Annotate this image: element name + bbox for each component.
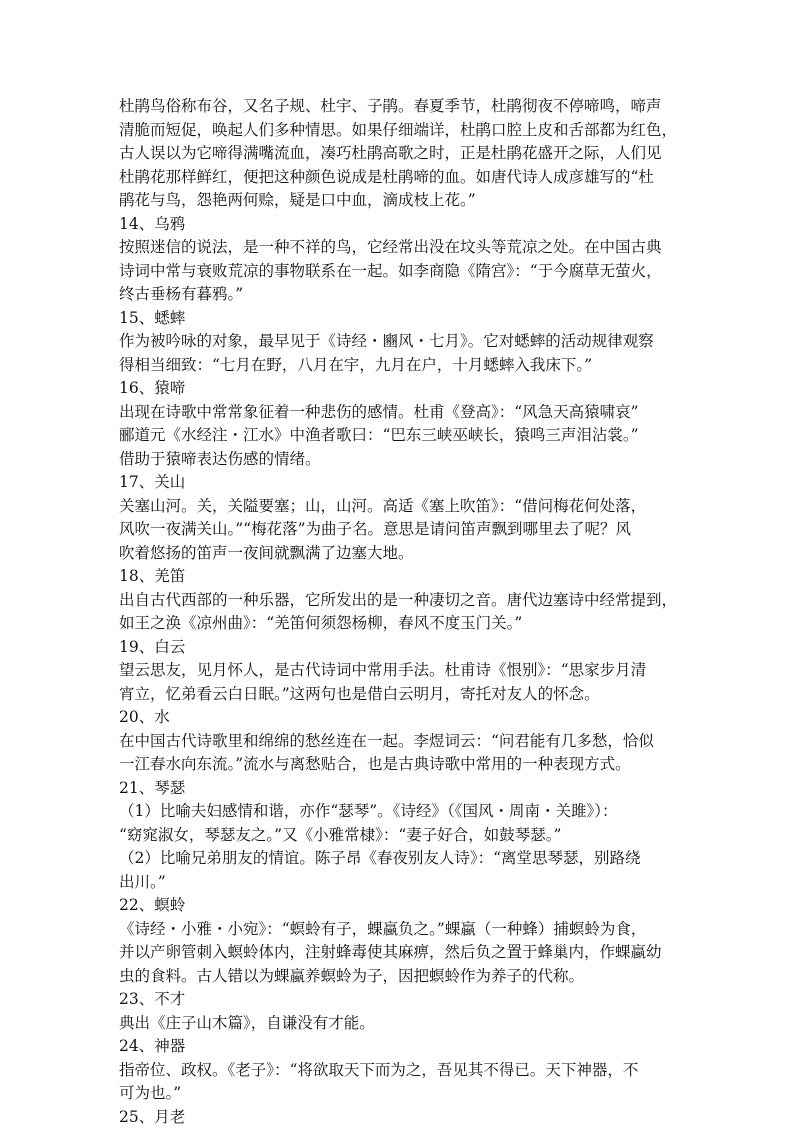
section-heading: 17、关山 bbox=[119, 471, 679, 495]
text-line: 可为也。” bbox=[119, 1082, 679, 1106]
text-line: 并以产卵管刺入螟蛉体内，注射蜂毒使其麻痹，然后负之置于蜂巢内，作蜾蠃幼 bbox=[119, 941, 679, 965]
text-line: 古人误以为它啼得满嘴流血，凑巧杜鹃高歌之时，正是杜鹃花盛开之际，人们见 bbox=[119, 142, 679, 166]
section-heading: 24、神器 bbox=[119, 1035, 679, 1059]
text-line: 典出《庄子山木篇》，自谦没有才能。 bbox=[119, 1012, 679, 1036]
text-line: 吹着悠扬的笛声一夜间就飘满了边塞大地。 bbox=[119, 542, 679, 566]
text-line: 出自古代西部的一种乐器，它所发出的是一种凄切之音。唐代边塞诗中经常提到， bbox=[119, 589, 679, 613]
section-heading: 20、水 bbox=[119, 706, 679, 730]
text-line: 鹃花与鸟，怨艳两何赊，疑是口中血，滴成枝上花。” bbox=[119, 189, 679, 213]
text-line: 按照迷信的说法，是一种不祥的鸟，它经常出没在坟头等荒凉之处。在中国古典 bbox=[119, 236, 679, 260]
section-heading: 18、羌笛 bbox=[119, 565, 679, 589]
text-line: 如王之涣《凉州曲》：“羌笛何须怨杨柳，春风不度玉门关。” bbox=[119, 612, 679, 636]
text-line: 《诗经・小雅・小宛》：“螟蛉有子，蜾蠃负之。”蜾蠃（一种蜂）捕螟蛉为食， bbox=[119, 918, 679, 942]
text-line: 出现在诗歌中常常象征着一种悲伤的感情。杜甫《登高》：“风急天高猿啸哀” bbox=[119, 401, 679, 425]
document-body bbox=[119, 95, 679, 1129]
text-line: 风吹一夜满关山。”“梅花落”为曲子名。意思是请问笛声飘到哪里去了呢？风 bbox=[119, 518, 679, 542]
section-heading: 23、不才 bbox=[119, 988, 679, 1012]
text-line: 指帝位、政权。《老子》：“将欲取天下而为之，吾见其不得已。天下神器，不 bbox=[119, 1059, 679, 1083]
section-heading: 15、蟋蟀 bbox=[119, 307, 679, 331]
text-line: 杜鹃花那样鲜红，便把这种颜色说成是杜鹃啼的血。如唐代诗人成彦雄写的“杜 bbox=[119, 166, 679, 190]
section-heading: 19、白云 bbox=[119, 636, 679, 660]
text-line: 关塞山河。关，关隘要塞；山，山河。高适《塞上吹笛》：“借问梅花何处落， bbox=[119, 495, 679, 519]
text-line: 虫的食料。古人错以为蜾蠃养螟蛉为子，因把螟蛉作为养子的代称。 bbox=[119, 965, 679, 989]
text-line: 清脆而短促，唤起人们多种情思。如果仔细端详，杜鹃口腔上皮和舌部都为红色， bbox=[119, 119, 679, 143]
section-heading: 14、乌鸦 bbox=[119, 213, 679, 237]
text-line: 一江春水向东流。”流水与离愁贴合，也是古典诗歌中常用的一种表现方式。 bbox=[119, 753, 679, 777]
text-line: （2）比喻兄弟朋友的情谊。陈子昂《春夜别友人诗》：“离堂思琴瑟，别路绕 bbox=[119, 847, 679, 871]
text-line: （1）比喻夫妇感情和谐，亦作“瑟琴”。《诗经》（《国风・周南・关雎》）： bbox=[119, 800, 679, 824]
text-line: 诗词中常与衰败荒凉的事物联系在一起。如李商隐《隋宫》：“于今腐草无萤火， bbox=[119, 260, 679, 284]
text-line: 望云思友，见月怀人，是古代诗词中常用手法。杜甫诗《恨别》：“思家步月清 bbox=[119, 659, 679, 683]
section-heading: 16、猿啼 bbox=[119, 377, 679, 401]
text-line: 郦道元《水经注・江水》中渔者歌曰：“巴东三峡巫峡长，猿鸣三声泪沾裳。” bbox=[119, 424, 679, 448]
text-line: 借助于猿啼表达伤感的情绪。 bbox=[119, 448, 679, 472]
section-heading: 21、琴瑟 bbox=[119, 777, 679, 801]
text-line: 宵立，忆弟看云白日眠。”这两句也是借白云明月，寄托对友人的怀念。 bbox=[119, 683, 679, 707]
text-line: 出川。” bbox=[119, 871, 679, 895]
text-line: 终古垂杨有暮鸦。” bbox=[119, 283, 679, 307]
text-line: 杜鹃鸟俗称布谷，又名子规、杜宇、子鹃。春夏季节，杜鹃彻夜不停啼鸣，啼声 bbox=[119, 95, 679, 119]
section-heading: 25、月老 bbox=[119, 1106, 679, 1129]
text-line: “窈窕淑女，琴瑟友之。”又《小雅常棣》：“妻子好合，如鼓琴瑟。” bbox=[119, 824, 679, 848]
text-line: 得相当细致：“七月在野，八月在宇，九月在户，十月蟋蟀入我床下。” bbox=[119, 354, 679, 378]
text-line: 在中国古代诗歌里和绵绵的愁丝连在一起。李煜词云：“问君能有几多愁，恰似 bbox=[119, 730, 679, 754]
section-heading: 22、螟蛉 bbox=[119, 894, 679, 918]
text-line: 作为被吟咏的对象，最早见于《诗经・豳风・七月》。它对蟋蟀的活动规律观察 bbox=[119, 330, 679, 354]
